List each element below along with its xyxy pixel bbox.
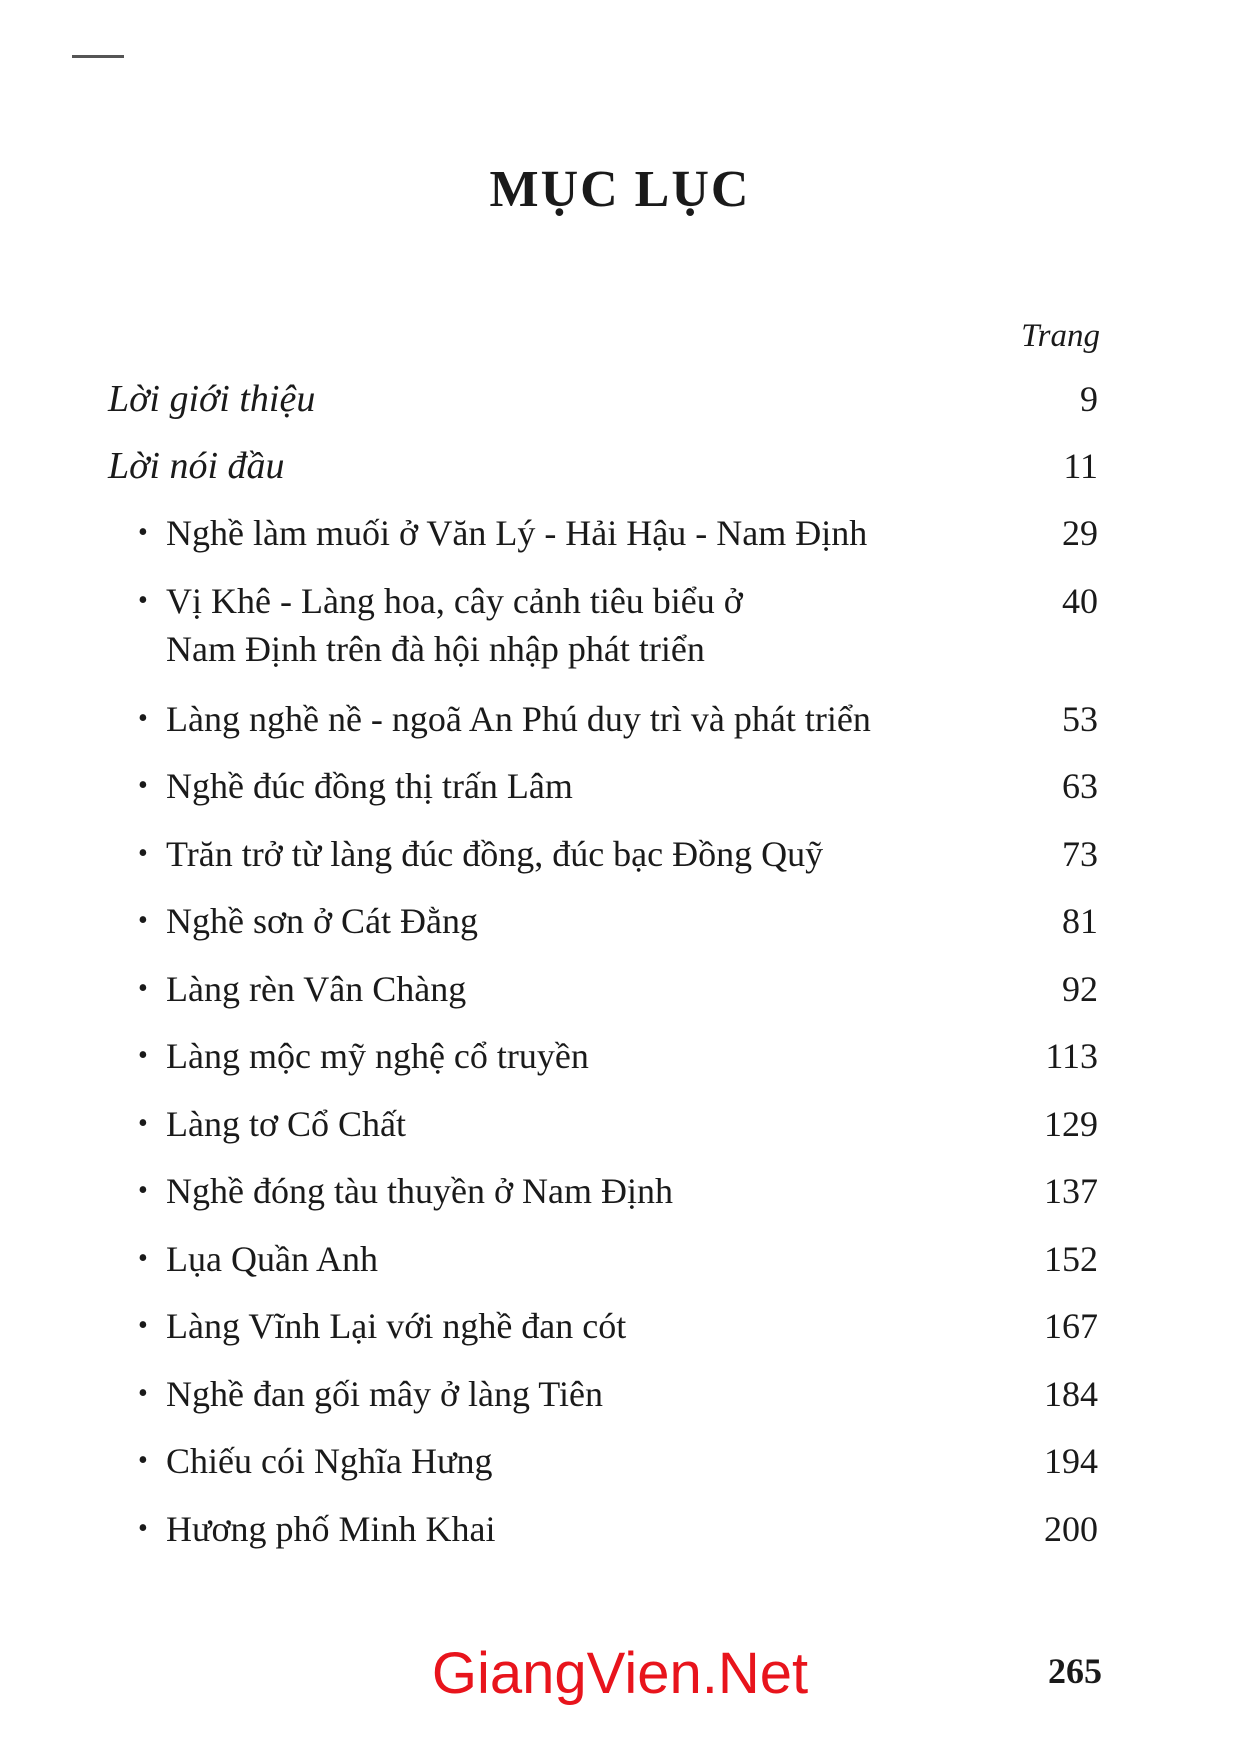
- toc-entry[interactable]: [108, 1370, 1098, 1438]
- toc-entry[interactable]: [108, 1235, 1098, 1303]
- bullet-icon: •: [138, 1107, 148, 1139]
- toc-entry-title: Lụa Quần Anh: [166, 1238, 378, 1279]
- bullet-icon: •: [138, 1242, 148, 1274]
- toc-entry-title: Làng rèn Vân Chàng: [166, 968, 467, 1009]
- toc-entry-page: 152: [1044, 1238, 1098, 1279]
- toc-entry-page: 53: [1062, 698, 1098, 739]
- bullet-icon: •: [138, 1512, 148, 1544]
- toc-entry-page: 73: [1062, 833, 1098, 874]
- table-of-contents: [108, 375, 1098, 1572]
- toc-entry-page: 63: [1062, 766, 1098, 806]
- toc-entry-title: Nghề sơn ở Cát Đằng: [166, 901, 479, 941]
- page-number: 265: [1048, 1651, 1102, 1691]
- toc-entry-page: 200: [1044, 1508, 1098, 1549]
- toc-entry-title: Lời nói đầu: [108, 445, 285, 487]
- bullet-icon: •: [138, 584, 148, 616]
- toc-entry-page: 167: [1044, 1306, 1098, 1346]
- bullet-icon: •: [138, 1175, 148, 1206]
- toc-entry-title: Trăn trở từ làng đúc đồng, đúc bạc Đồng Quỹ: [166, 833, 824, 874]
- toc-entry-title: Nghề đan gối mây ở làng Tiên: [166, 1373, 604, 1414]
- watermark: GiangVien.Net: [431, 1641, 809, 1706]
- toc-entry[interactable]: [108, 1505, 1098, 1573]
- toc-entry[interactable]: [108, 1100, 1098, 1168]
- toc-entry-page: 81: [1062, 901, 1098, 941]
- toc-entry-title: Hương phố Minh Khai: [166, 1508, 496, 1549]
- bullet-icon: •: [138, 1377, 148, 1409]
- toc-entry-title: Làng nghề nề - ngoã An Phú duy trì và phát triển: [166, 698, 871, 739]
- toc-entry-title: Nghề đóng tàu thuyền ở Nam Định: [166, 1171, 673, 1211]
- toc-entry-page: 137: [1044, 1171, 1098, 1211]
- toc-entry-title: Làng mộc mỹ nghệ cổ truyền: [166, 1036, 589, 1076]
- toc-entry-title: Lời giới thiệu: [108, 378, 316, 420]
- toc-entry-page: 11: [1063, 446, 1098, 486]
- toc-entry-page: 184: [1044, 1373, 1098, 1414]
- toc-entry-page: 40: [1062, 580, 1098, 621]
- toc-entry[interactable]: [108, 1032, 1098, 1100]
- toc-entry-page: 92: [1062, 968, 1098, 1009]
- toc-entry[interactable]: [108, 577, 1098, 695]
- toc-entry-title: Chiếu cói Nghĩa Hưng: [166, 1441, 493, 1481]
- toc-entry[interactable]: [108, 1437, 1098, 1505]
- toc-entry-page: 9: [1080, 379, 1098, 419]
- toc-entry[interactable]: [108, 897, 1098, 965]
- toc-entry-title: Nghề làm muối ở Văn Lý - Hải Hậu - Nam Định: [166, 513, 868, 553]
- toc-intro-entry[interactable]: [108, 375, 1098, 442]
- toc-entry-page: 113: [1045, 1036, 1098, 1076]
- bullet-icon: •: [138, 770, 148, 801]
- toc-entry-title: Làng tơ Cổ Chất: [166, 1103, 407, 1144]
- toc-entry[interactable]: [108, 1167, 1098, 1235]
- toc-entry[interactable]: [108, 1302, 1098, 1370]
- bullet-icon: •: [138, 1445, 148, 1476]
- toc-entry[interactable]: [108, 762, 1098, 830]
- toc-entry-page: 194: [1044, 1441, 1098, 1481]
- bullet-icon: •: [138, 905, 148, 936]
- toc-entry-page: 29: [1062, 513, 1098, 553]
- bullet-icon: •: [138, 972, 148, 1004]
- page-column-header: Trang: [1021, 318, 1100, 354]
- bullet-icon: •: [138, 1310, 148, 1341]
- toc-entry-title: Làng Vĩnh Lại với nghề đan cót: [166, 1306, 627, 1346]
- toc-entry-title-continued: Nam Định trên đà hội nhập phát triển: [166, 628, 705, 669]
- toc-entry[interactable]: [108, 965, 1098, 1033]
- page-title: MỤC LỤC: [489, 161, 751, 218]
- toc-entry-page: 129: [1044, 1103, 1098, 1144]
- toc-entry[interactable]: [108, 509, 1098, 577]
- bullet-icon: •: [138, 837, 148, 869]
- toc-entry[interactable]: [108, 695, 1098, 763]
- bullet-icon: •: [138, 702, 148, 734]
- toc-intro-entry[interactable]: [108, 442, 1098, 509]
- bullet-icon: •: [138, 1040, 148, 1071]
- toc-entry-title: Nghề đúc đồng thị trấn Lâm: [166, 766, 573, 806]
- toc-entry-title: Vị Khê - Làng hoa, cây cảnh tiêu biểu ở: [166, 580, 743, 621]
- toc-entry[interactable]: [108, 830, 1098, 898]
- corner-mark: [72, 55, 124, 58]
- bullet-icon: •: [138, 517, 148, 548]
